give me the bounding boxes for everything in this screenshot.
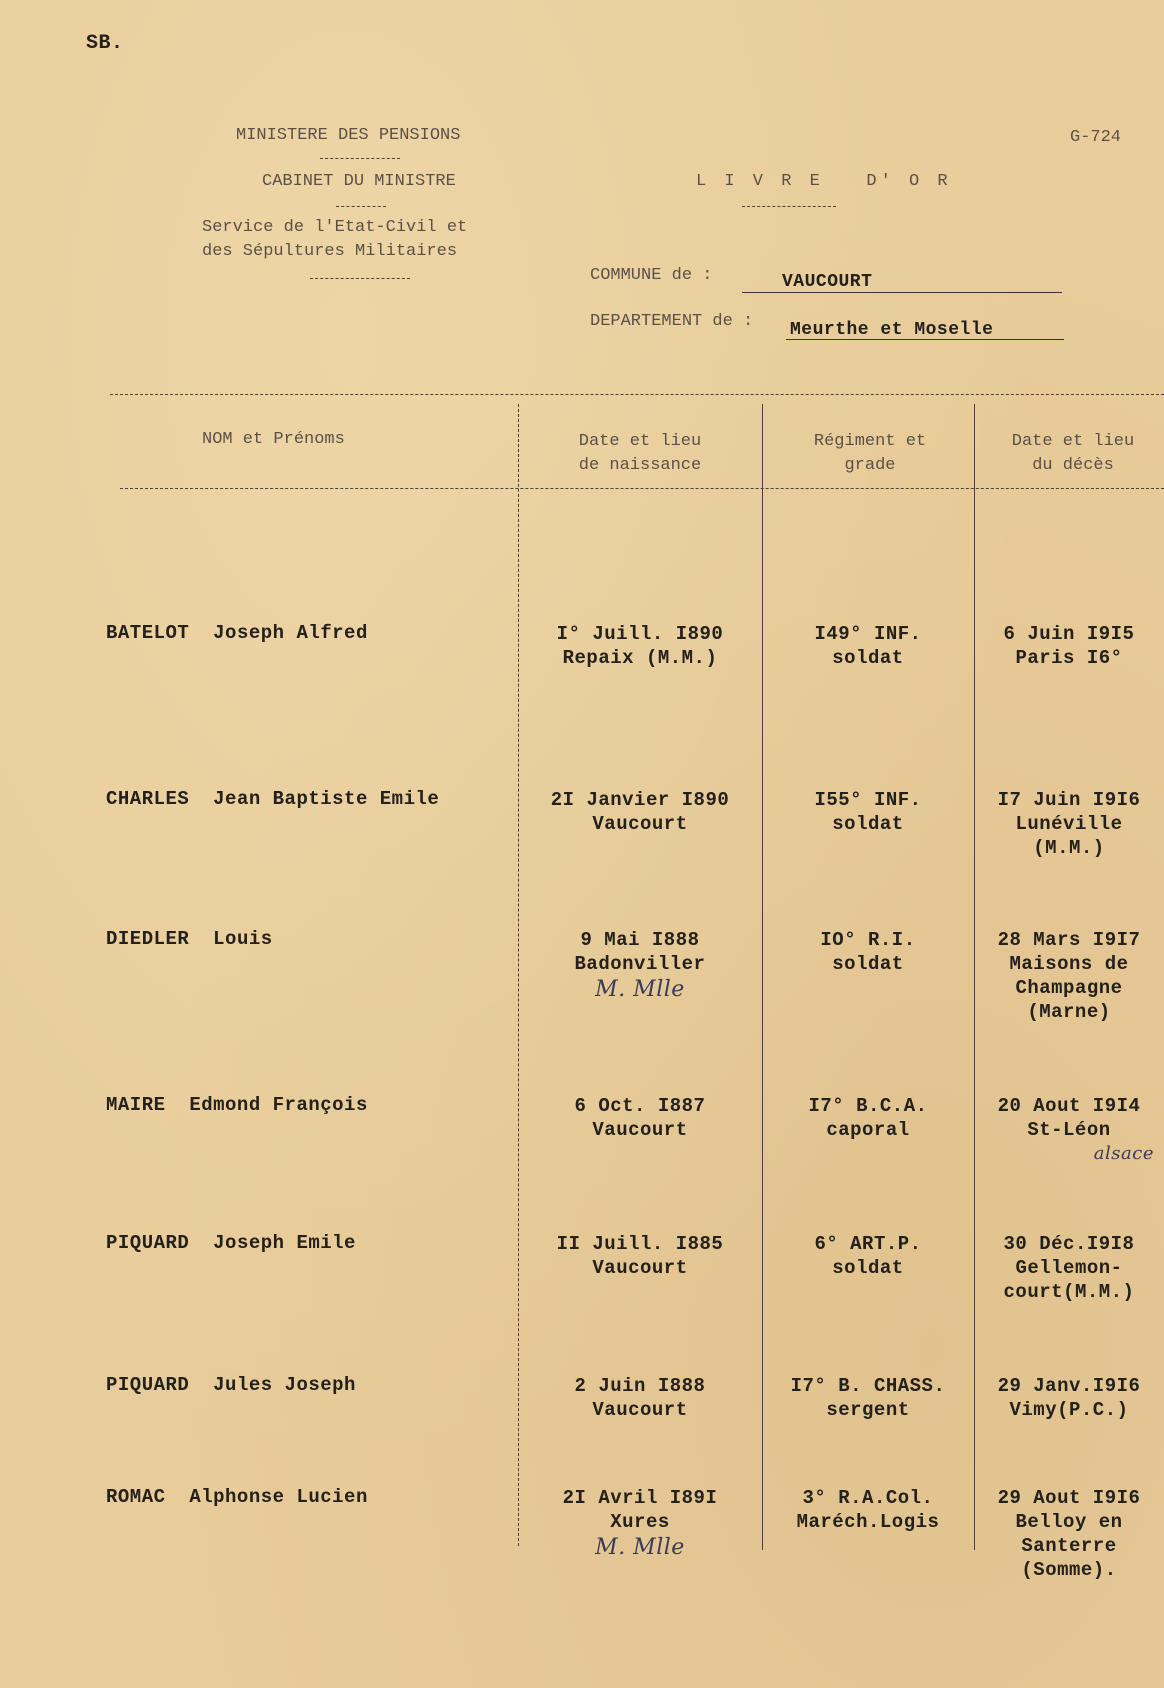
death-line: Maisons de — [1009, 953, 1129, 975]
commune-value: VAUCOURT — [782, 272, 873, 292]
column-divider — [974, 404, 975, 1550]
person-name — [106, 1486, 368, 1508]
birth-line: Vaucourt — [592, 1119, 688, 1141]
reference-code: G-724 — [1070, 128, 1122, 147]
regiment-line: Maréch.Logis — [796, 1511, 940, 1533]
given-names: Alphonse Lucien — [189, 1486, 368, 1508]
regiment-cell — [764, 1232, 972, 1280]
death-line: 29 Aout I9I6 — [997, 1487, 1141, 1509]
regiment-cell — [764, 788, 972, 836]
regiment-line: soldat — [832, 647, 904, 669]
death-line: 28 Mars I9I7 — [997, 929, 1141, 951]
regiment-cell — [764, 1374, 972, 1422]
header-divider — [320, 158, 400, 159]
death-line: Paris I6° — [1015, 647, 1123, 669]
birth-line: Badonviller — [574, 953, 706, 975]
death-line: Gellemon- — [1015, 1257, 1123, 1279]
person-name — [106, 928, 273, 950]
birth-line: Vaucourt — [592, 1399, 688, 1421]
column-divider — [518, 404, 519, 1546]
birth-line: 6 Oct. I887 — [574, 1095, 706, 1117]
regiment-line: I7° B. CHASS. — [790, 1375, 946, 1397]
death-line: Belloy en — [1015, 1511, 1123, 1533]
person-name — [106, 1374, 356, 1396]
person-name — [106, 788, 439, 810]
birth-cell — [520, 1374, 760, 1422]
death-cell — [976, 1374, 1162, 1422]
birth-cell — [520, 1094, 760, 1142]
title-divider — [742, 206, 836, 207]
death-cell — [976, 1232, 1162, 1304]
header-divider — [310, 278, 410, 279]
birth-line: II Juill. I885 — [556, 1233, 724, 1255]
regiment-cell — [764, 1486, 972, 1534]
handwritten-note: M. Mlle — [595, 977, 685, 1002]
surname: PIQUARD — [106, 1232, 190, 1254]
death-line: St-Léon — [1027, 1119, 1111, 1141]
column-header-name: NOM et Prénoms — [202, 430, 345, 449]
death-line: 20 Aout I9I4 — [997, 1095, 1141, 1117]
surname: MAIRE — [106, 1094, 166, 1116]
regiment-line: I55° INF. — [814, 789, 922, 811]
regiment-line: soldat — [832, 953, 904, 975]
birth-line: I° Juill. I890 — [556, 623, 724, 645]
death-line: 30 Déc.I9I8 — [1003, 1233, 1135, 1255]
birth-line: 2 Juin I888 — [574, 1375, 706, 1397]
birth-line: Vaucourt — [592, 813, 688, 835]
column-header-death: Date et lieu du décès — [1011, 432, 1135, 475]
departement-underline — [786, 339, 1064, 340]
given-names: Louis — [213, 928, 273, 950]
regiment-line: caporal — [826, 1119, 910, 1141]
death-cell — [976, 928, 1162, 1024]
regiment-line: 6° ART.P. — [814, 1233, 922, 1255]
death-line: I7 Juin I9I6 — [997, 789, 1141, 811]
regiment-cell — [764, 1094, 972, 1142]
birth-cell — [520, 1486, 760, 1560]
death-line: court(M.M.) — [1003, 1281, 1135, 1303]
given-names: Edmond François — [189, 1094, 368, 1116]
regiment-line: soldat — [832, 1257, 904, 1279]
departement-label: DEPARTEMENT de : — [590, 312, 754, 331]
surname: ROMAC — [106, 1486, 166, 1508]
birth-cell — [520, 1232, 760, 1280]
death-cell — [976, 1094, 1162, 1166]
birth-line: 9 Mai I888 — [580, 929, 700, 951]
person-name — [106, 622, 368, 644]
regiment-line: I49° INF. — [814, 623, 922, 645]
surname: CHARLES — [106, 788, 190, 810]
corner-mark: SB. — [86, 32, 124, 55]
death-cell — [976, 788, 1162, 860]
column-divider — [762, 404, 763, 1550]
surname: PIQUARD — [106, 1374, 190, 1396]
death-cell — [976, 622, 1162, 670]
death-line: 29 Janv.I9I6 — [997, 1375, 1141, 1397]
death-line: (M.M.) — [1033, 837, 1105, 859]
death-line: (Somme). — [1021, 1559, 1117, 1581]
commune-label: COMMUNE de : — [590, 266, 713, 285]
regiment-line: soldat — [832, 813, 904, 835]
person-name — [106, 1094, 368, 1116]
service-line-2: des Sépultures Militaires — [202, 242, 458, 261]
birth-cell — [520, 622, 760, 670]
death-line: Champagne — [1015, 977, 1123, 999]
regiment-line: 3° R.A.Col. — [802, 1487, 934, 1509]
table-header-rule — [120, 488, 1164, 489]
birth-line: Xures — [610, 1511, 670, 1533]
birth-line: 2I Janvier I890 — [550, 789, 730, 811]
handwritten-note: M. Mlle — [595, 1535, 685, 1560]
given-names: Joseph Emile — [213, 1232, 356, 1254]
surname: BATELOT — [106, 622, 190, 644]
given-names: Joseph Alfred — [213, 622, 368, 644]
death-line: (Marne) — [1027, 1001, 1111, 1023]
given-names: Jean Baptiste Emile — [213, 788, 440, 810]
service-line-1: Service de l'Etat-Civil et — [202, 218, 468, 237]
birth-cell — [520, 788, 760, 836]
regiment-line: sergent — [826, 1399, 910, 1421]
surname: DIEDLER — [106, 928, 190, 950]
birth-line: Vaucourt — [592, 1257, 688, 1279]
death-cell — [976, 1486, 1162, 1582]
handwritten-note: alsace — [1093, 1143, 1154, 1164]
book-title: L I V R E D' O R — [696, 172, 952, 191]
birth-line: 2I Avril I89I — [562, 1487, 718, 1509]
regiment-cell — [764, 622, 972, 670]
regiment-line: IO° R.I. — [820, 929, 916, 951]
birth-line: Repaix (M.M.) — [562, 647, 718, 669]
cabinet-name: CABINET DU MINISTRE — [262, 172, 456, 191]
table-top-rule — [110, 394, 1164, 395]
ministry-name: MINISTERE DES PENSIONS — [236, 126, 461, 145]
given-names: Jules Joseph — [213, 1374, 356, 1396]
column-header-regiment: Régiment et grade — [813, 432, 927, 475]
regiment-line: I7° B.C.A. — [808, 1095, 928, 1117]
death-line: Vimy(P.C.) — [1009, 1399, 1129, 1421]
commune-underline — [742, 292, 1062, 293]
birth-cell — [520, 928, 760, 1002]
header-divider — [336, 206, 386, 207]
person-name — [106, 1232, 356, 1254]
departement-value: Meurthe et Moselle — [790, 320, 994, 340]
regiment-cell — [764, 928, 972, 976]
column-header-birth: Date et lieu de naissance — [578, 432, 702, 475]
death-line: Santerre — [1021, 1535, 1117, 1557]
death-line: Lunéville — [1015, 813, 1123, 835]
death-line: 6 Juin I9I5 — [1003, 623, 1135, 645]
